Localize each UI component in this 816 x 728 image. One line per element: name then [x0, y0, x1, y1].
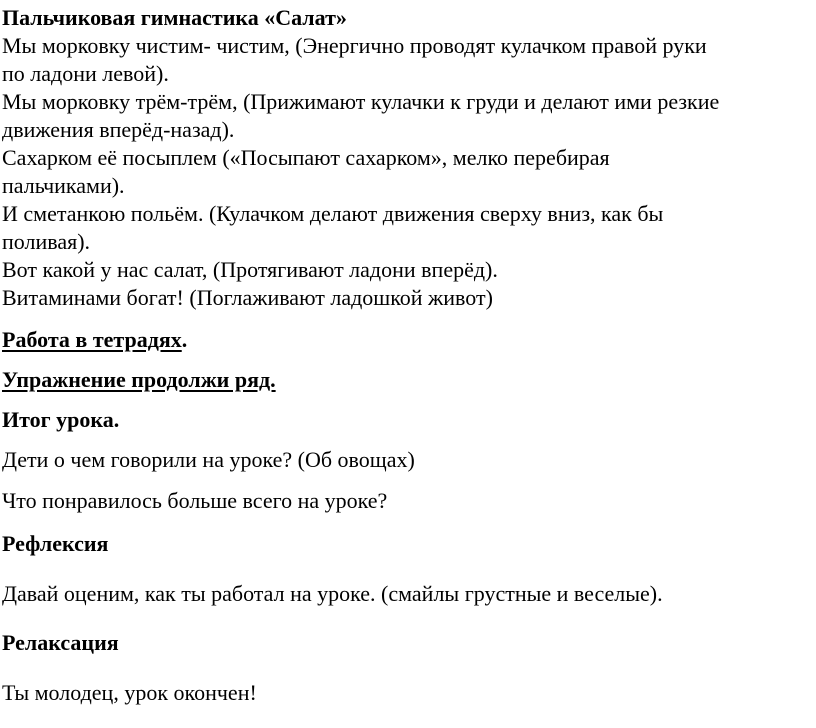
- notebook-work-heading: [2, 326, 187, 354]
- poem-line: поливая).: [2, 229, 91, 254]
- poem-line: пальчиками).: [2, 173, 125, 198]
- notebook-work-label: Работа в тетрадях: [2, 327, 182, 352]
- notebook-work-period: .: [181, 327, 188, 352]
- reflection-text: Давай оценим, как ты работал на уроке. (смайлы грустные и веселые).: [2, 581, 663, 606]
- poem-line: по ладони левой).: [2, 61, 169, 86]
- summary-question-2: Что понравилось больше всего на уроке?: [2, 488, 388, 513]
- gymnastics-title: Пальчиковая гимнастика «Салат»: [2, 5, 347, 30]
- poem-line: Сахарком её посыплем («Посыпают сахарком», мелко перебирая: [2, 145, 610, 170]
- exercise-heading: Упражнение продолжи ряд.: [2, 367, 276, 392]
- reflection-heading: Рефлексия: [2, 531, 109, 556]
- poem-line: движения вперёд-назад).: [2, 117, 235, 142]
- lesson-summary-heading: Итог урока.: [2, 407, 120, 432]
- poem-line: Мы морковку чистим- чистим, (Энергично проводят кулачком правой руки: [2, 33, 707, 58]
- relaxation-heading: Релаксация: [2, 630, 119, 655]
- poem-line: Вот какой у нас салат, (Протягивают ладони вперёд).: [2, 257, 498, 282]
- relaxation-text: Ты молодец, урок окончен!: [2, 680, 257, 705]
- poem-line: Мы морковку трём-трём, (Прижимают кулачки к груди и делают ими резкие: [2, 89, 720, 114]
- poem-line: Витаминами богат! (Поглаживают ладошкой живот): [2, 285, 493, 310]
- poem-line: И сметанкою польём. (Кулачком делают движения сверху вниз, как бы: [2, 201, 664, 226]
- summary-question-1: Дети о чем говорили на уроке? (Об овощах): [2, 447, 415, 472]
